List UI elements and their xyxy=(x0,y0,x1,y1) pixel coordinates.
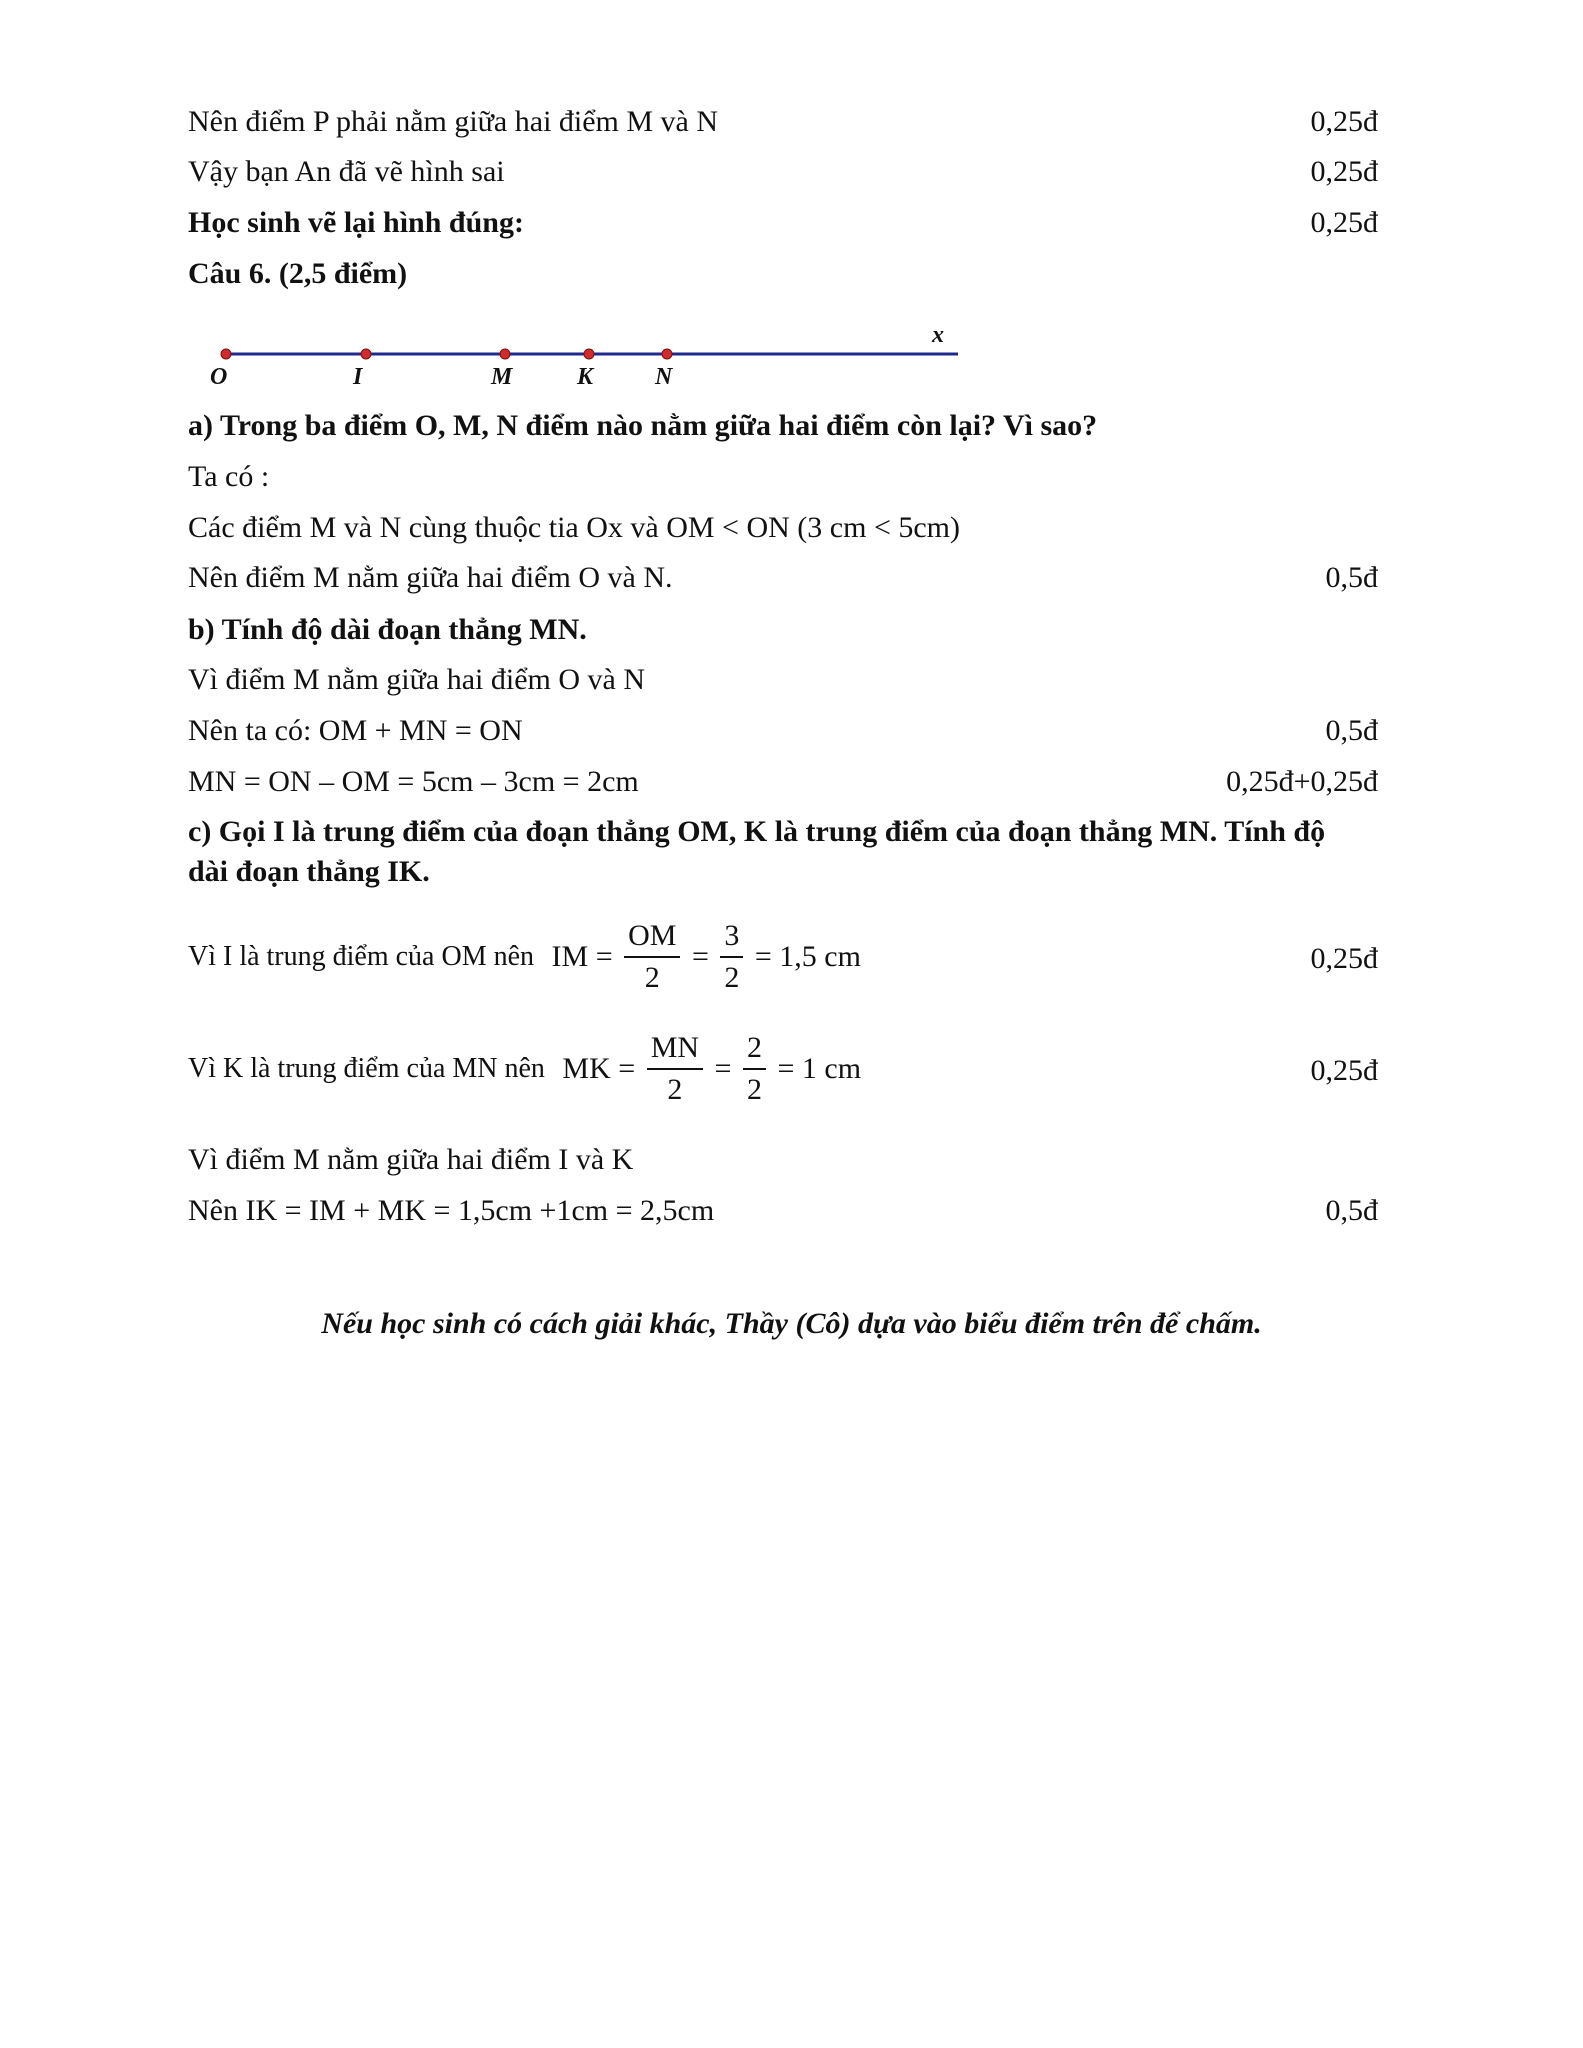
label-k: K xyxy=(577,364,594,390)
formula-prefix: Vì I là trung điểm của OM nên xyxy=(188,941,535,972)
line-text: Nên điểm P phải nằm giữa hai điểm M và N xyxy=(188,105,719,138)
label-x: x xyxy=(932,322,944,348)
formula-result: = 1 cm xyxy=(777,1052,862,1085)
text-line xyxy=(188,560,1378,596)
line-text: Vì điểm M nằm giữa hai điểm O và N xyxy=(188,663,646,696)
score: 0,25đ xyxy=(1310,155,1378,188)
formula-lhs: MK = xyxy=(562,1052,636,1085)
line-text: Các điểm M và N cùng thuộc tia Ox và OM < ON (3 cm < 5cm) xyxy=(188,511,961,544)
fraction xyxy=(647,1028,703,1110)
numerator: MN xyxy=(647,1028,703,1070)
numerator: 3 xyxy=(720,916,743,958)
score: 0,25đ+0,25đ xyxy=(1226,765,1378,798)
numerator: OM xyxy=(624,916,680,958)
label-o: O xyxy=(210,364,228,390)
line-text: Học sinh vẽ lại hình đúng: xyxy=(188,206,524,239)
part-a-heading xyxy=(188,408,1378,444)
formula-line-im xyxy=(188,916,1378,1002)
formula-result: = 1,5 cm xyxy=(754,940,861,973)
line-text: Nên điểm M nằm giữa hai điểm O và N. xyxy=(188,561,673,594)
equals-sign: = xyxy=(691,940,709,973)
part-c-heading xyxy=(188,812,1368,892)
text-line xyxy=(188,459,1378,495)
point-m xyxy=(500,349,510,359)
label-i: I xyxy=(353,364,363,390)
score: 0,5đ xyxy=(1325,1194,1378,1227)
score: 0,5đ xyxy=(1325,561,1378,594)
point-k xyxy=(584,349,594,359)
line-text: Vì điểm M nằm giữa hai điểm I và K xyxy=(188,1143,634,1176)
text-line xyxy=(188,510,1378,546)
denominator: 2 xyxy=(667,1073,683,1106)
score: 0,25đ xyxy=(1310,1054,1378,1087)
denominator: 2 xyxy=(644,961,660,994)
fraction xyxy=(624,916,680,998)
line-text: Nên ta có: OM + MN = ON xyxy=(188,714,523,747)
label-m: M xyxy=(491,364,513,390)
grading-note: Nếu học sinh có cách giải khác, Thầy (Cô) dựa vào biểu điểm trên để chấm. xyxy=(321,1307,1262,1340)
point-o xyxy=(221,349,231,359)
text-line xyxy=(188,1142,1378,1178)
line-text: MN = ON – OM = 5cm – 3cm = 2cm xyxy=(188,765,639,798)
label-n: N xyxy=(655,364,673,390)
score: 0,25đ xyxy=(1310,206,1378,239)
line-text: Vậy bạn An đã vẽ hình sai xyxy=(188,155,505,188)
score: 0,25đ xyxy=(1310,942,1378,975)
equals-sign: = xyxy=(714,1052,732,1085)
part-b-heading xyxy=(188,612,1378,648)
numerator: 2 xyxy=(743,1028,766,1070)
text-line xyxy=(188,1193,1378,1229)
ray-figure xyxy=(0,0,1583,420)
line-text: Nên IK = IM + MK = 1,5cm +1cm = 2,5cm xyxy=(188,1194,715,1227)
fraction xyxy=(743,1028,766,1110)
denominator: 2 xyxy=(746,1073,762,1106)
formula-line-mk xyxy=(188,1028,1378,1114)
text-line xyxy=(188,764,1378,800)
heading-text: a) Trong ba điểm O, M, N điểm nào nằm giữa hai điểm còn lại? Vì sao? xyxy=(188,409,1098,442)
text-line xyxy=(188,662,1378,698)
line-text: Ta có : xyxy=(188,460,270,493)
formula-prefix: Vì K là trung điểm của MN nên xyxy=(188,1053,545,1084)
formula-lhs: IM = xyxy=(551,940,613,973)
fraction xyxy=(720,916,743,998)
text-line xyxy=(188,713,1378,749)
score: 0,25đ xyxy=(1310,105,1378,138)
score: 0,5đ xyxy=(1325,714,1378,747)
heading-text: b) Tính độ dài đoạn thẳng MN. xyxy=(188,613,587,646)
point-i xyxy=(361,349,371,359)
heading-text: c) Gọi I là trung điểm của đoạn thẳng OM, K là trung điểm của đoạn thẳng MN. Tính độ dài đoạn thẳng IK. xyxy=(188,815,1326,888)
line-text: Câu 6. (2,5 điểm) xyxy=(188,257,408,290)
point-n xyxy=(662,349,672,359)
denominator: 2 xyxy=(724,961,740,994)
